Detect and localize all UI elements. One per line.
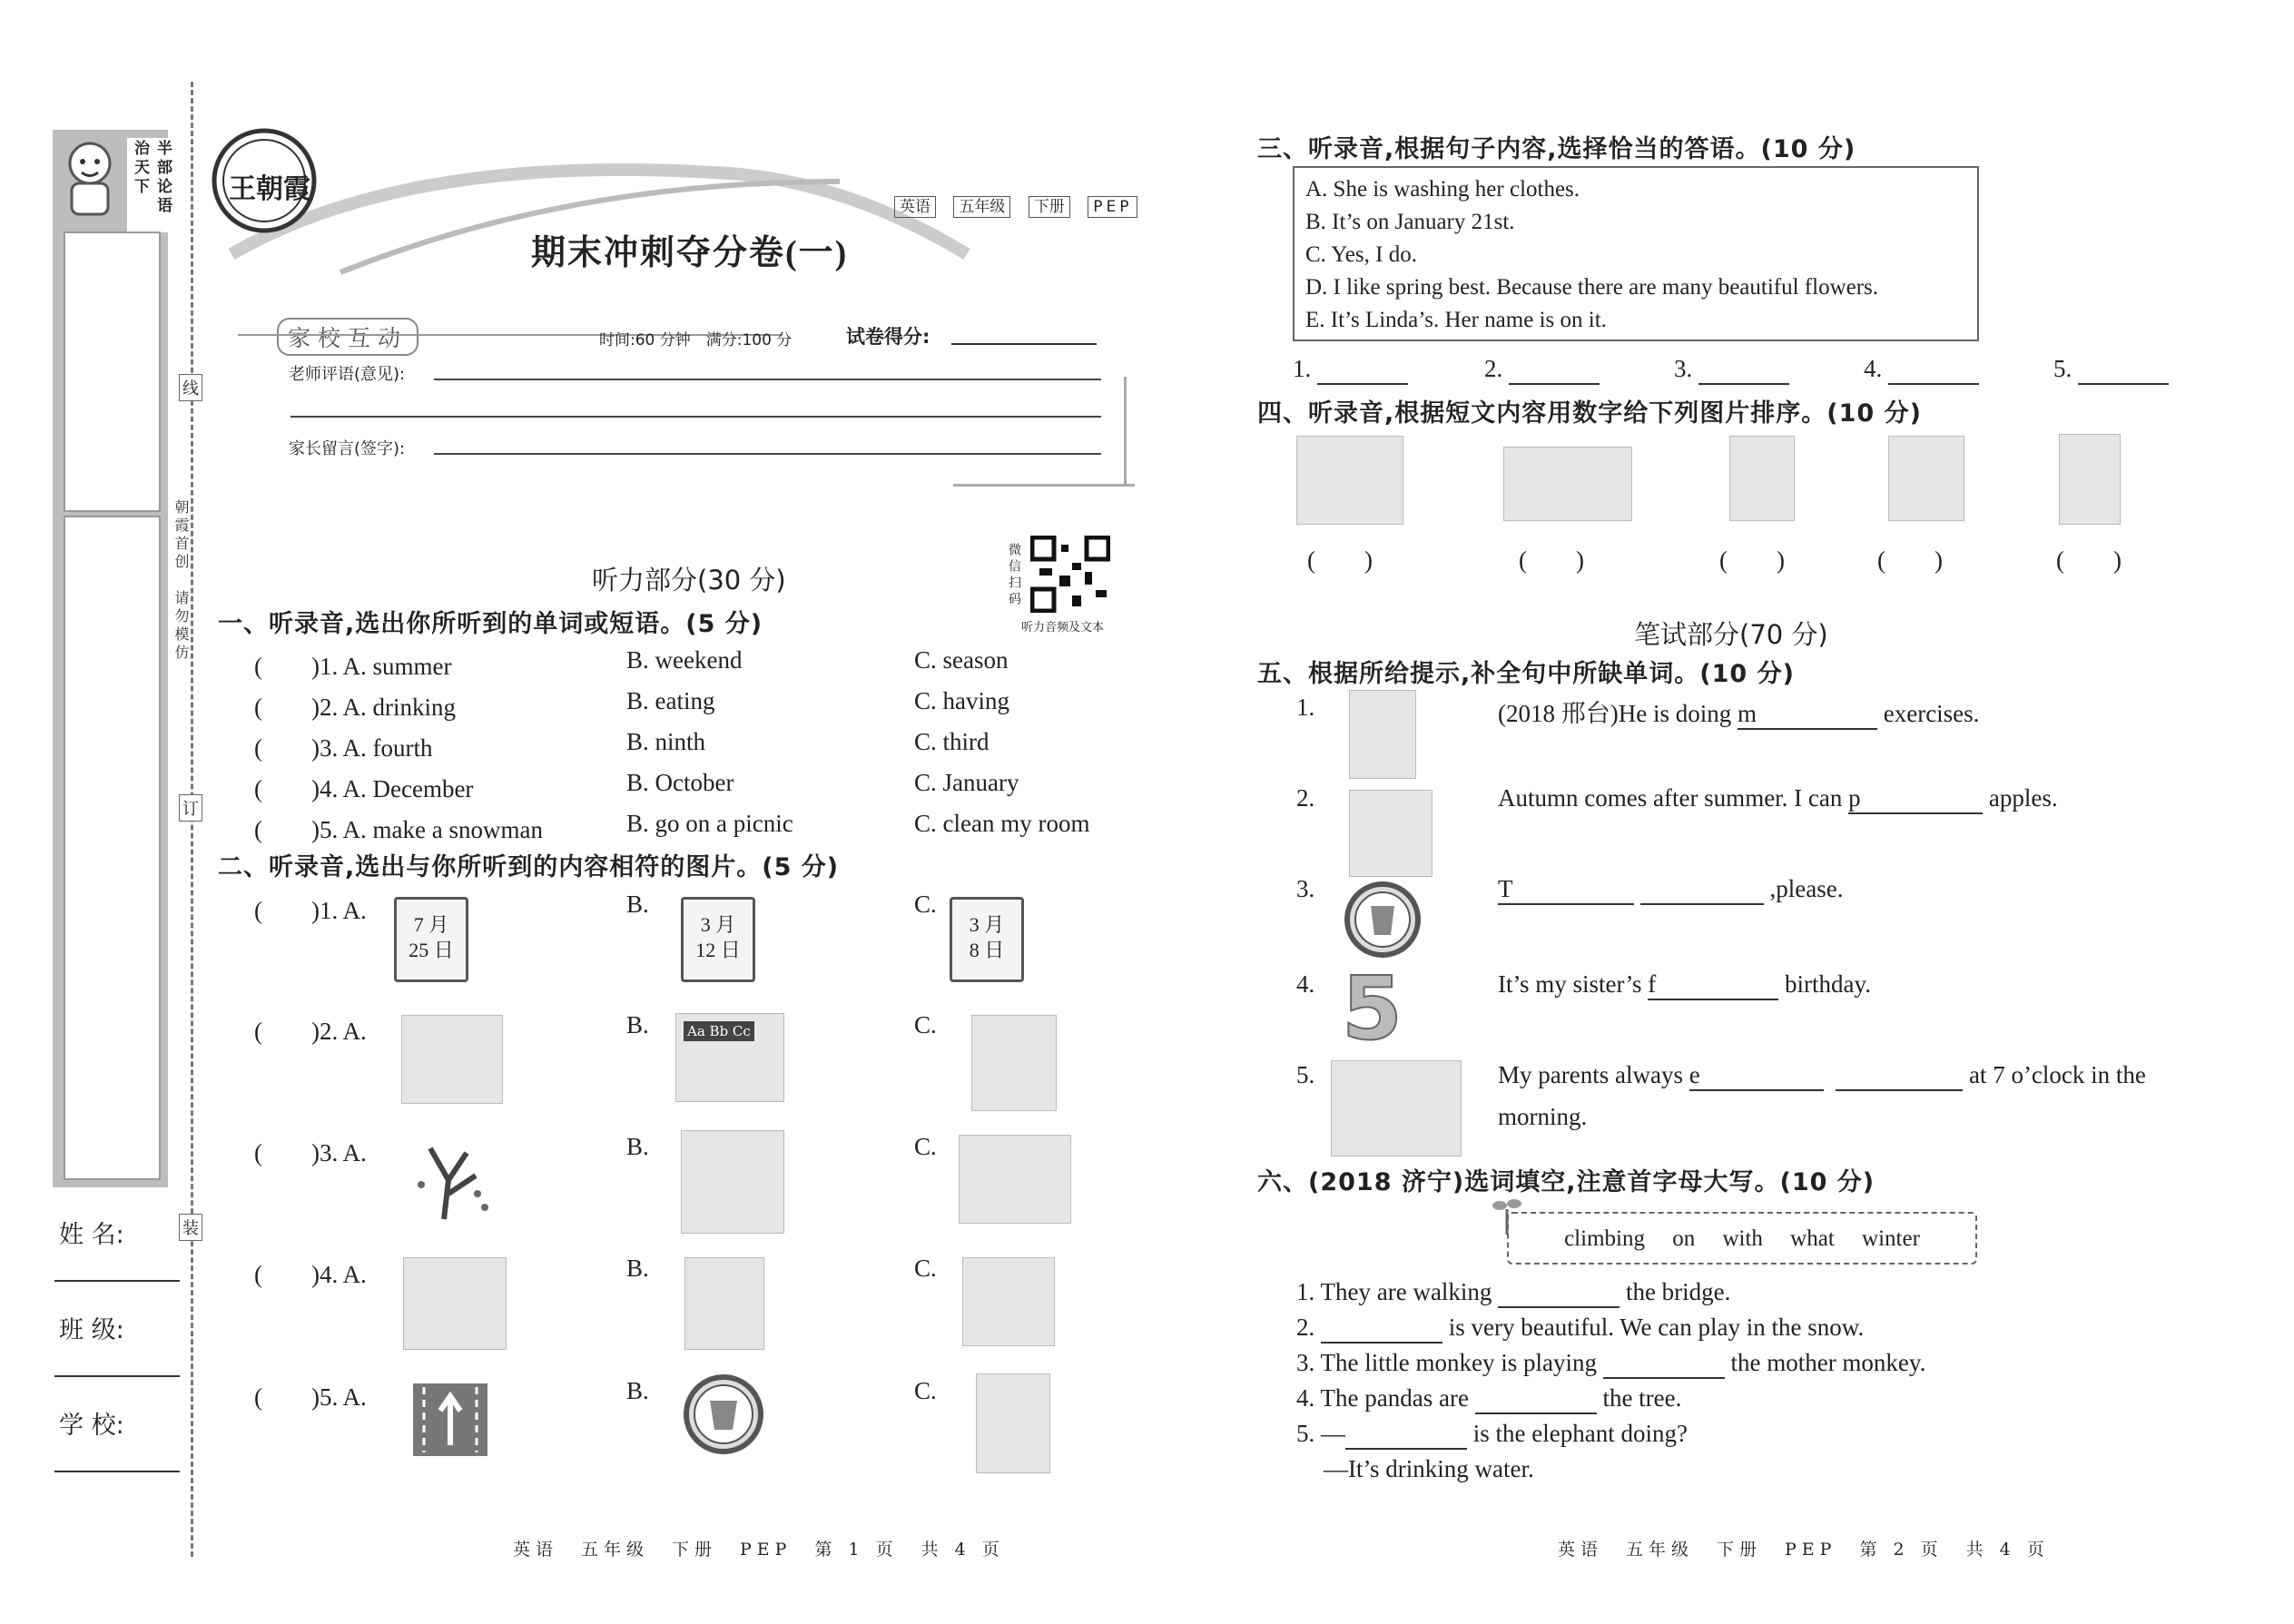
s1-option-b: B. ninth	[626, 728, 706, 755]
sentence-text: apples.	[1983, 784, 2058, 812]
s1-row-1	[254, 646, 452, 682]
brand-name: 王朝霞	[229, 174, 310, 204]
strip-box-lower	[64, 516, 161, 1180]
s5-num-1: 1.	[1296, 694, 1315, 721]
answer-paren[interactable]: (	[254, 653, 311, 680]
answer-blank[interactable]	[1317, 355, 1408, 385]
answer-blank[interactable]	[1738, 700, 1877, 730]
s1-row-3	[254, 728, 432, 763]
calendar-day: 8 日	[969, 939, 1005, 961]
hint-letter: p	[1848, 784, 1861, 812]
snowy-house-picture	[1503, 447, 1632, 521]
autumn-tree-picture	[403, 1130, 501, 1221]
qr-code-icon[interactable]	[1030, 536, 1110, 613]
qr-side-caption: 微信扫码	[1007, 543, 1021, 608]
s1-item-a: )3. A. fourth	[311, 734, 433, 762]
no-drinking-sign-icon	[683, 1373, 764, 1455]
calendar-month: 3 月	[700, 913, 736, 936]
tag-volume: 下册	[1029, 196, 1070, 218]
answer-blank[interactable]	[1498, 1278, 1620, 1308]
answer-blank[interactable]	[1836, 1061, 1963, 1091]
answer-paren[interactable]: (	[254, 897, 311, 924]
s5-sentence-2	[1498, 784, 2058, 814]
s2-row-4	[254, 1255, 367, 1290]
binding-label-xian: 线	[179, 374, 202, 401]
school-label: 学 校:	[59, 1412, 124, 1440]
answer-blank[interactable]	[1498, 875, 1634, 905]
answer-paren[interactable]: (	[254, 694, 311, 721]
section1-title: 一、听录音,选出你所听到的单词或短语。(5 分)	[218, 610, 763, 638]
hint-letter: e	[1689, 1061, 1700, 1088]
subject-tags	[894, 193, 1137, 216]
s2-item-label: )2. A.	[311, 1018, 367, 1045]
blank-number: 4.	[1864, 355, 1883, 382]
section3-title: 三、听录音,根据句子内容,选择恰当的答语。(10 分)	[1257, 135, 1856, 163]
s4-answer-3[interactable]: ( )	[1719, 546, 1785, 574]
answer-paren[interactable]: (	[254, 734, 311, 762]
answer-blank[interactable]	[1321, 1314, 1442, 1343]
teacher-comment-field[interactable]	[434, 379, 1101, 380]
s4-answer-1[interactable]: ( )	[1307, 546, 1373, 574]
answer-blank[interactable]	[1888, 355, 1979, 385]
go-straight-sign-icon	[413, 1383, 487, 1456]
s1-item-a: )1. A. summer	[311, 653, 452, 680]
number-five-picture: 5	[1342, 958, 1403, 1059]
s3-option-a: A. She is washing her clothes.	[1305, 177, 1580, 202]
mascot-icon	[58, 136, 122, 218]
s1-option-c: C. season	[914, 646, 1009, 674]
s1-row-2	[254, 687, 456, 723]
sentence-text: 3. The little monkey is playing	[1296, 1349, 1603, 1376]
classroom-teacher-picture	[401, 1015, 503, 1104]
s6-answer-line: —It’s drinking water.	[1324, 1455, 1534, 1482]
spine-motto: 半部论语治天下	[127, 138, 176, 232]
s6-sentence-3	[1296, 1349, 1925, 1379]
section6-title: 六、(2018 济宁)选词填空,注意首字母大写。(10 分)	[1257, 1168, 1876, 1196]
boy-basketball-picture	[2059, 434, 2121, 525]
answer-blank[interactable]	[1509, 355, 1600, 385]
word-bank-box	[1507, 1212, 1977, 1265]
tag-subject: 英语	[894, 196, 936, 218]
s1-option-b: B. go on a picnic	[626, 810, 793, 837]
sentence-text: the mother monkey.	[1724, 1349, 1926, 1376]
answer-blank[interactable]	[1698, 355, 1789, 385]
s1-option-b: B. eating	[626, 687, 715, 714]
s4-answer-2[interactable]: ( )	[1519, 546, 1584, 574]
girl-writing-picture	[1296, 436, 1403, 525]
s2-row-2	[254, 1011, 367, 1047]
summer-beach-picture	[959, 1135, 1071, 1224]
answer-paren[interactable]: (	[254, 1018, 311, 1045]
calendar-icon	[950, 897, 1024, 982]
s1-item-a: )2. A. drinking	[311, 694, 456, 721]
blank-number: 3.	[1674, 355, 1693, 382]
sentence-text: the tree.	[1596, 1384, 1682, 1412]
class-field[interactable]	[54, 1375, 180, 1377]
sentence-text: 1. They are walking	[1296, 1278, 1499, 1305]
s3-option-c: C. Yes, I do.	[1305, 242, 1417, 267]
s3-blank-3	[1674, 355, 1789, 385]
answer-blank[interactable]	[1640, 875, 1764, 905]
name-field[interactable]	[54, 1280, 180, 1282]
calendar-month: 7 月	[413, 913, 449, 936]
family-breakfast-picture	[1331, 1060, 1462, 1156]
word-bank-word: what	[1790, 1226, 1835, 1251]
s3-blank-4	[1864, 355, 1979, 385]
s2-item-label: )3. A.	[311, 1139, 367, 1166]
blank-number: 1.	[1293, 355, 1312, 382]
s3-option-e: E. It’s Linda’s. Her name is on it.	[1305, 308, 1607, 332]
answer-blank[interactable]	[1848, 784, 1983, 814]
boy-eating-picture	[1729, 436, 1795, 521]
s1-row-4	[254, 769, 473, 804]
writing-title: 笔试部分(70 分)	[1634, 619, 1828, 650]
s6-sentence-4	[1296, 1384, 1681, 1414]
s2-item-label: )5. A.	[311, 1383, 367, 1411]
home-school-label: 家校互动	[277, 318, 418, 356]
blank-number: 5.	[2053, 355, 2072, 382]
s6-sentence-5	[1296, 1420, 1688, 1450]
no-drinking-sign-icon	[1344, 881, 1422, 959]
score-field[interactable]	[951, 343, 1097, 345]
s1-row-5	[254, 810, 543, 845]
word-bank-word: with	[1722, 1226, 1763, 1251]
sentence-text: exercises.	[1876, 700, 1980, 727]
answer-paren[interactable]: (	[254, 1139, 311, 1166]
s5-sentence-4	[1498, 970, 1871, 1000]
sentence-text: is very beautiful. We can play in the snow.	[1442, 1314, 1865, 1341]
section2-title: 二、听录音,选出与你所听到的内容相符的图片。(5 分)	[218, 853, 840, 881]
s6-sentence-1	[1296, 1278, 1730, 1308]
header-frame-right	[1124, 377, 1127, 486]
s2-option-b: B.	[626, 891, 649, 918]
s2-row-3	[254, 1133, 367, 1168]
s2-option-b: B.	[626, 1133, 649, 1160]
s5-sentence-1	[1498, 694, 1979, 730]
s5-sentence-5-cont: morning.	[1498, 1103, 1588, 1130]
copyright-notice: 朝霞首创 请勿模仿	[172, 499, 190, 663]
section5-title: 五、根据所给提示,补全句中所缺单词。(10 分)	[1257, 660, 1795, 688]
calendar-icon	[394, 897, 468, 982]
s5-sentence-5	[1498, 1061, 2146, 1091]
sentence-text: 4. The pandas are	[1296, 1384, 1475, 1412]
binding-label-ding: 订	[179, 794, 202, 822]
tag-grade: 五年级	[953, 196, 1010, 218]
s2-option-b: B.	[626, 1255, 649, 1282]
sentence-text: It’s my sister’s	[1498, 970, 1649, 998]
s2-option-b: B.	[626, 1011, 649, 1038]
girl-at-window-picture	[962, 1257, 1055, 1346]
word-bank-word: on	[1672, 1226, 1696, 1251]
s1-option-c: C. having	[914, 687, 1009, 714]
s2-option-c: C.	[914, 1011, 937, 1038]
s1-option-c: C. third	[914, 728, 989, 755]
answer-paren[interactable]: (	[254, 775, 311, 802]
s6-sentence-2	[1296, 1314, 1864, 1343]
s1-item-a: )4. A. December	[311, 775, 474, 802]
s3-blank-1	[1293, 355, 1408, 385]
calendar-icon	[681, 897, 755, 982]
painting-boy-picture	[971, 1015, 1057, 1111]
qr-caption: 听力音频及文本	[1021, 621, 1105, 635]
washing-clothes-picture	[684, 1257, 764, 1350]
calendar-month: 3 月	[969, 913, 1005, 936]
sentence-text: ,please.	[1763, 875, 1844, 902]
word-bank-word: winter	[1862, 1226, 1920, 1251]
boy-at-desk-picture	[976, 1373, 1050, 1473]
word-bank-word: climbing	[1564, 1226, 1645, 1251]
s2-row-1	[254, 891, 367, 926]
s2-item-label: )4. A.	[311, 1261, 367, 1288]
section4-title: 四、听录音,根据短文内容用数字给下列图片排序。(10 分)	[1257, 399, 1922, 428]
parent-comment-label: 家长留言(签字):	[289, 439, 406, 458]
s1-option-b: B. weekend	[626, 646, 743, 674]
s1-option-b: B. October	[626, 769, 734, 796]
school-field[interactable]	[54, 1471, 180, 1472]
header-frame-bottom	[953, 484, 1135, 487]
calendar-day: 25 日	[409, 939, 454, 961]
class-label: 班 级:	[59, 1316, 124, 1344]
answer-paren[interactable]: (	[254, 1383, 311, 1411]
answer-blank[interactable]	[1603, 1349, 1725, 1379]
section3-options-box	[1293, 166, 1979, 341]
answer-paren[interactable]: (	[254, 816, 311, 843]
answer-blank[interactable]	[1345, 1420, 1467, 1450]
exam-title: 期末冲刺夺分卷(一)	[531, 234, 849, 272]
s5-num-5: 5.	[1296, 1061, 1315, 1088]
parent-comment-field[interactable]	[434, 453, 1101, 455]
s3-blank-2	[1484, 355, 1600, 385]
s2-row-5	[254, 1377, 367, 1412]
s2-option-c: C.	[914, 1377, 937, 1404]
picking-apples-picture	[1349, 790, 1433, 877]
answer-blank[interactable]	[1475, 1384, 1597, 1414]
blank-number: 2.	[1484, 355, 1503, 382]
s2-option-c: C.	[914, 891, 937, 918]
answer-blank[interactable]	[1648, 970, 1778, 1000]
sentence-text: Autumn comes after summer. I can	[1498, 784, 1849, 812]
s1-option-c: C. January	[914, 769, 1019, 796]
hint-letter: T	[1498, 875, 1513, 902]
answer-blank[interactable]	[1689, 1061, 1824, 1091]
s3-option-b: B. It’s on January 21st.	[1305, 210, 1515, 234]
sentence-text: 5. —	[1296, 1420, 1345, 1447]
answer-blank[interactable]	[2078, 355, 2169, 385]
s5-num-2: 2.	[1296, 784, 1315, 812]
sentence-text: the bridge.	[1620, 1278, 1731, 1305]
s5-num-4: 4.	[1296, 970, 1315, 998]
sweeping-floor-picture	[403, 1257, 507, 1350]
s1-item-a: )5. A. make a snowman	[311, 816, 543, 843]
score-label: 试卷得分:	[846, 326, 930, 348]
sentence-text: My parents always	[1498, 1061, 1689, 1088]
sentence-text: (2018 邢台)He is doing	[1498, 700, 1738, 727]
teacher-comment-label: 老师评语(意见):	[289, 365, 406, 384]
s4-answer-4[interactable]: ( )	[1877, 546, 1943, 574]
name-label: 姓 名:	[59, 1221, 124, 1249]
tag-edition: PEP	[1088, 196, 1137, 218]
s2-option-b: B.	[626, 1377, 649, 1404]
sentence-text: 2.	[1296, 1314, 1321, 1341]
page-footer-left: 英语 五年级 下册 PEP 第 1 页 共 4 页	[513, 1540, 1005, 1560]
s2-option-c: C.	[914, 1133, 937, 1160]
morning-exercise-picture	[1349, 690, 1416, 779]
sentence-text: is the elephant doing?	[1467, 1420, 1688, 1447]
s3-option-d: D. I like spring best. Because there are many beautiful flowers.	[1305, 275, 1879, 300]
hint-letter: f	[1648, 970, 1657, 998]
time-info: 时间:60 分钟 满分:100 分	[599, 331, 793, 349]
blackboard-class-picture	[675, 1013, 784, 1102]
s5-sentence-3	[1498, 875, 1843, 905]
hint-letter: m	[1737, 700, 1757, 727]
binding-label-zhuang: 装	[179, 1214, 202, 1241]
s2-option-c: C.	[914, 1255, 937, 1282]
s5-num-3: 3.	[1296, 875, 1315, 902]
page-footer-right: 英语 五年级 下册 PEP 第 2 页 共 4 页	[1558, 1540, 2050, 1560]
sentence-text: at 7 o’clock in the	[1963, 1061, 2146, 1088]
s1-option-c: C. clean my room	[914, 810, 1090, 837]
sentence-text: birthday.	[1778, 970, 1871, 998]
teacher-comment-field-2[interactable]	[290, 416, 1101, 418]
winter-house-picture	[681, 1130, 784, 1234]
s4-answer-5[interactable]: ( )	[2056, 546, 2122, 574]
calendar-day: 12 日	[695, 939, 741, 961]
girl-reading-picture	[1888, 436, 1964, 521]
s3-blank-5	[2053, 355, 2169, 385]
strip-box-upper	[64, 231, 161, 512]
s2-item-label: )1. A.	[311, 897, 367, 924]
answer-paren[interactable]: (	[254, 1261, 311, 1288]
listening-title: 听力部分(30 分)	[592, 565, 786, 595]
blackboard-text: Aa Bb Cc	[684, 1021, 754, 1041]
